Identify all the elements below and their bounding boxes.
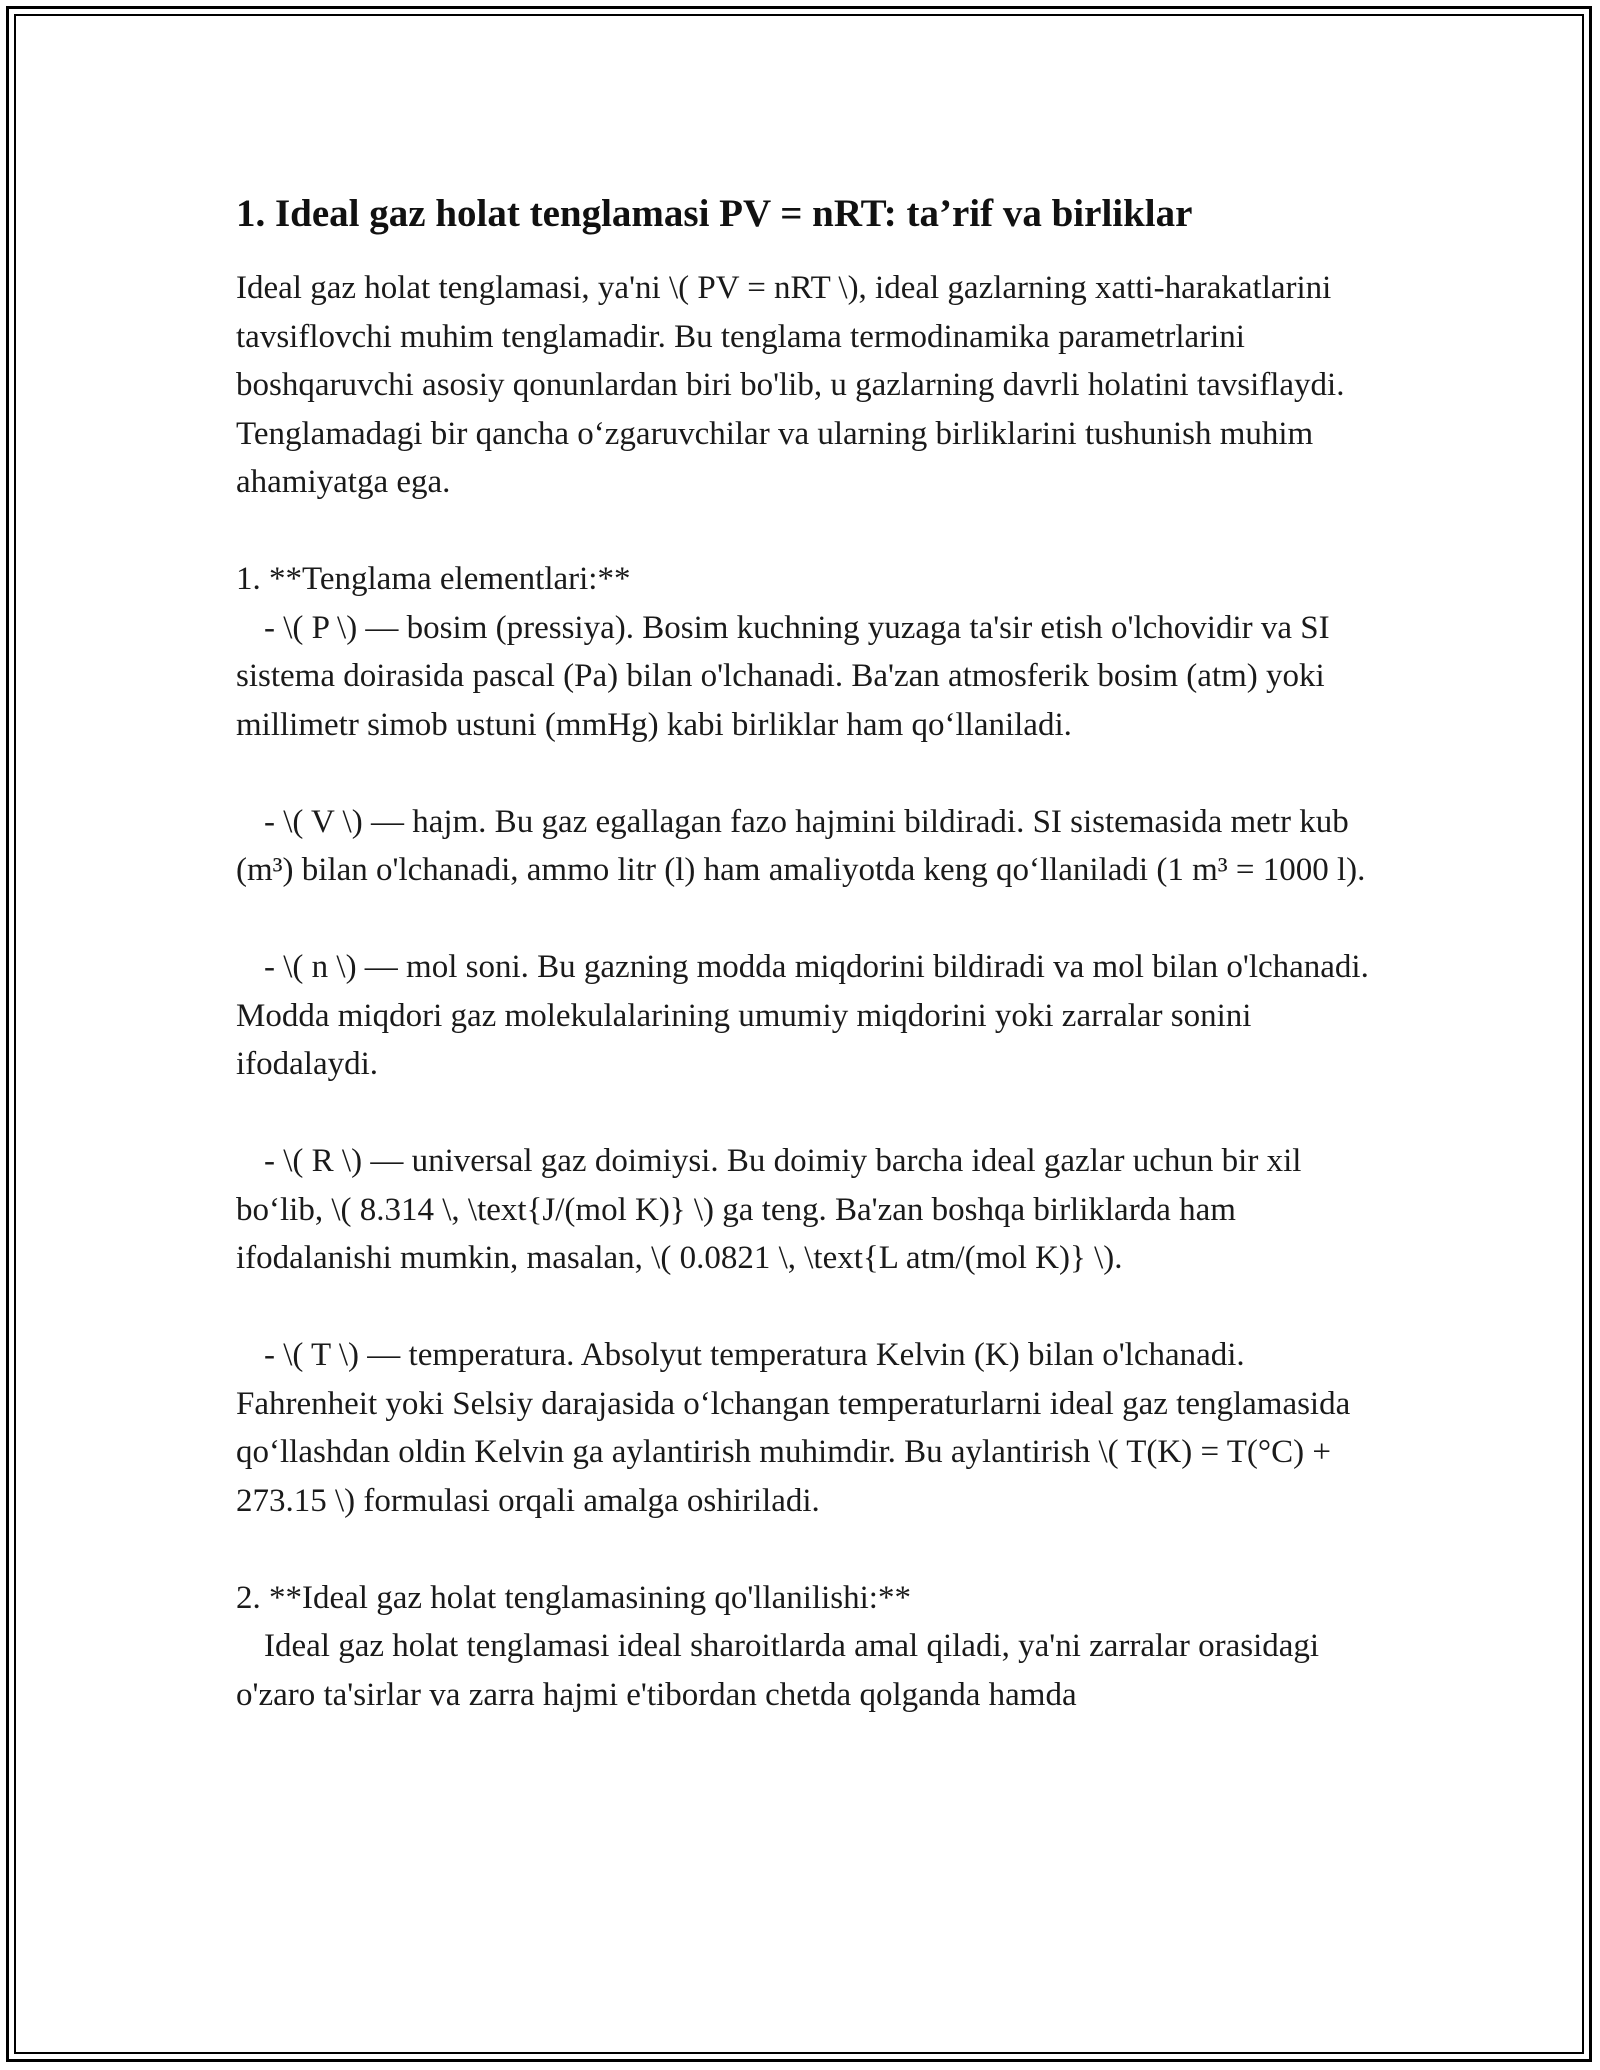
item-pressure: - \( P \) — bosim (pressiya). Bosim kuchning yuzaga ta'sir etish o'lchovidir va SI sistema doirasida pascal (Pa) bilan o'lchanadi. Ba'zan atmosferik bosim (atm) yoki millimetr simob ustuni (mmHg) kabi birliklar ham qo‘llaniladi. [236,609,1330,743]
spacer [236,749,1376,798]
document-page [236,186,1376,1719]
item-moles: - \( n \) — mol soni. Bu gazning modda miqdorini bildiradi va mol bilan o'lchanadi. Modda miqdori gaz molekulalarining umumiy miqdorini yoki zarralar sonini ifodalaydi. [236,949,1369,1082]
intro-paragraph: Ideal gaz holat tenglamasi, ya'ni \( PV = nRT \), ideal gazlarning xatti-harakatlarini tavsiflovchi muhim tenglamadir. Bu tenglama termodinamika parametrlarini boshqaruvchi asosiy qonunlardan biri bo'lib, u gazlarning davrli holatini tavsiflaydi. Tenglamadagi bir qancha o‘zgaruvchilar va ularning birliklarini tushunish muhim ahamiyatga ega. [236,270,1345,500]
spacer [236,1525,1376,1574]
item-gas-constant: - \( R \) — universal gaz doimiysi. Bu doimiy barcha ideal gazlar uchun bir xil bo‘lib, \( 8.314 \, \text{J/(mol K)} \) ga teng. Ba'zan boshqa birliklarda ham ifodalanishi mumkin, masalan, \( 0.0821 \, \text{L atm/(mol K)} \). [236,1143,1302,1276]
section2-heading: 2. **Ideal gaz holat tenglamasining qo'llanilishi:** [236,1579,911,1616]
section2-paragraph: Ideal gaz holat tenglamasi ideal sharoitlarda amal qiladi, ya'ni zarralar orasidagi o'zaro ta'sirlar va zarra hajmi e'tibordan chetda qolganda hamda [236,1628,1320,1713]
spacer [236,1283,1376,1332]
spacer [236,1089,1376,1138]
item-volume: - \( V \) — hajm. Bu gaz egallagan fazo hajmini bildiradi. SI sistemasida metr kub (m³) bilan o'lchanadi, ammo litr (l) ham amaliyotda keng qo‘llaniladi (1 m³ = 1000 l). [236,803,1366,888]
section1-heading: 1. **Tenglama elementlari:** [236,561,631,597]
item-temperature: - \( T \) — temperatura. Absolyut temperatura Kelvin (K) bilan o'lchanadi. Fahrenheit yoki Selsiy darajasida o‘lchangan temperaturlarni ideal gaz tenglamasida qo‘llashdan oldin Kelvin ga aylantirish muhimdir. Bu aylantirish \( T(K) = T(°C) + 273.15 \) formulasi orqali amalga oshiriladi. [236,1337,1351,1519]
spacer [236,507,1376,556]
spacer [236,895,1376,944]
document-title: 1. Ideal gaz holat tenglamasi PV = nRT: ta’rif va birliklar [236,192,1193,235]
